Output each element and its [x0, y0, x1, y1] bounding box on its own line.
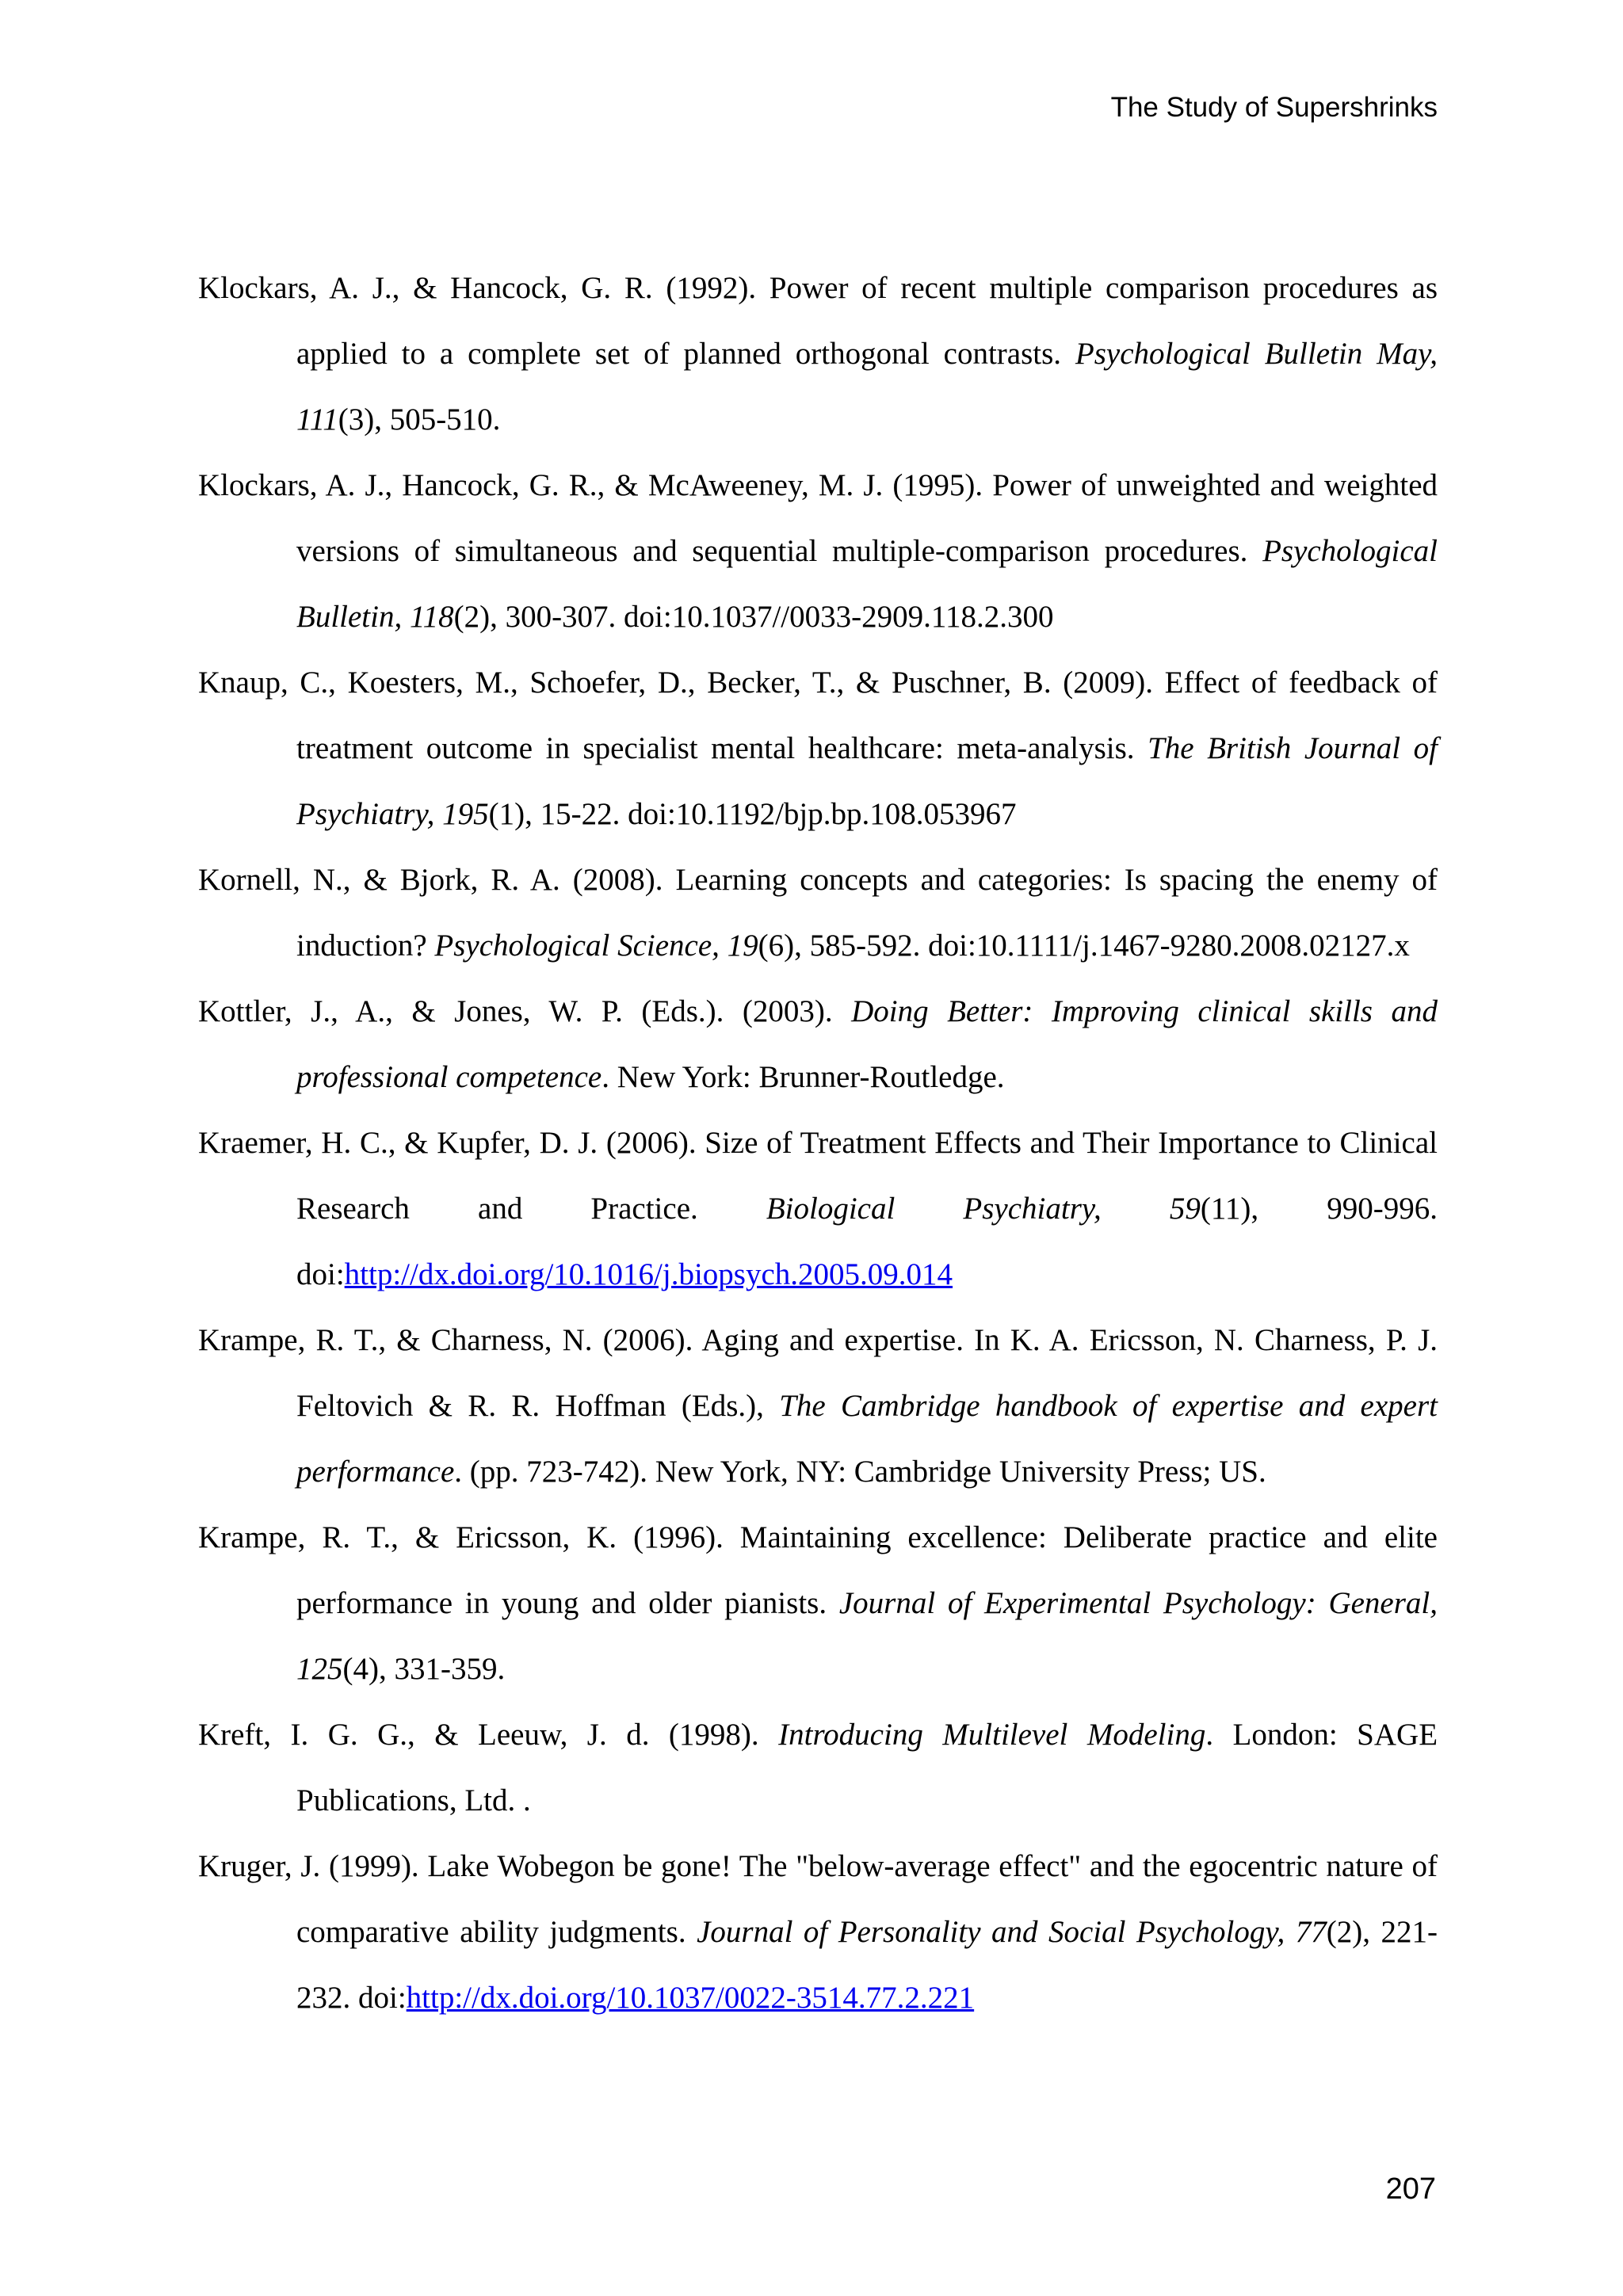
reference-text: Kornell, N., & Bjork, R. A. (2008). Learning concepts and categories: Is spacing the enemy of induction? [198, 863, 1438, 963]
reference-text: Krampe, R. T., & Charness, N. (2006). Aging and expertise. In K. A. Ericsson, N. Charness, P. J. Feltovich & R. R. Hoffman (Eds.), [198, 1323, 1438, 1423]
reference-text: Knaup, C., Koesters, M., Schoefer, D., Becker, T., & Puschner, B. (2009). Effect of feedback of treatment outcome in specialist mental healthcare: meta-analysis. [198, 666, 1438, 765]
reference-source-italic: Psychological Science, 19 [434, 929, 758, 963]
reference-entry [198, 1833, 1438, 2031]
reference-source-italic: Psychological Bulletin May, 111 [296, 337, 1438, 437]
reference-details: (4), 331-359. [342, 1652, 506, 1686]
reference-text: Kraemer, H. C., & Kupfer, D. J. (2006). Size of Treatment Effects and Their Importance to Clinical Research and Practice. [198, 1126, 1438, 1226]
reference-entry [198, 1110, 1438, 1307]
reference-entry [198, 255, 1438, 452]
reference-details: . (pp. 723-742). New York, NY: Cambridge University Press; US. [454, 1455, 1266, 1489]
reference-details: (2), 300-307. doi:10.1037//0033-2909.118.2.300 [453, 600, 1054, 634]
reference-source-italic: Doing Better: Improving clinical skills and professional competence [296, 994, 1438, 1094]
reference-details: (11), 990-996. doi: [296, 1192, 1438, 1291]
reference-source-italic: The Cambridge handbook of expertise and expert performance [296, 1389, 1438, 1489]
reference-text: Klockars, A. J., Hancock, G. R., & McAweeney, M. J. (1995). Power of unweighted and weighted versions of simultaneous and sequential multiple-comparison procedures. [198, 468, 1438, 568]
reference-list [198, 255, 1438, 2031]
reference-details: . London: SAGE Publications, Ltd. . [296, 1718, 1438, 1817]
reference-source-italic: Introducing Multilevel Modeling [778, 1718, 1206, 1752]
reference-entry [198, 1307, 1438, 1505]
reference-entry [198, 1505, 1438, 1702]
reference-source-italic: Journal of Experimental Psychology: General, 125 [296, 1586, 1438, 1686]
reference-details: (6), 585-592. doi:10.1111/j.1467-9280.2008.02127.x [758, 929, 1410, 963]
reference-source-italic: The British Journal of Psychiatry, 195 [296, 731, 1438, 831]
reference-entry [198, 978, 1438, 1110]
reference-entry [198, 452, 1438, 650]
reference-source-italic: Psychological Bulletin, 118 [296, 534, 1438, 634]
running-head: The Study of Supershrinks [1110, 92, 1438, 123]
doi-link[interactable]: http://dx.doi.org/10.1037/0022-3514.77.2.221 [406, 1981, 975, 2015]
reference-text: Klockars, A. J., & Hancock, G. R. (1992). Power of recent multiple comparison procedures as applied to a complete set of planned orthogonal contrasts. [198, 271, 1438, 371]
reference-entry [198, 650, 1438, 847]
reference-source-italic: Biological Psychiatry, 59 [766, 1192, 1201, 1226]
reference-details: . New York: Brunner-Routledge. [601, 1060, 1005, 1094]
reference-source-italic: Journal of Personality and Social Psychology, 77 [697, 1915, 1327, 1949]
reference-text: Kreft, I. G. G., & Leeuw, J. d. (1998). [198, 1718, 779, 1752]
reference-text: Krampe, R. T., & Ericsson, K. (1996). Maintaining excellence: Deliberate practice and elite performance in young and older pianists. [198, 1520, 1438, 1620]
reference-text: Kruger, J. (1999). Lake Wobegon be gone! The "below-average effect" and the egocentric nature of comparative ability judgments. [198, 1849, 1438, 1949]
reference-details: (2), 221-232. doi: [296, 1915, 1438, 2015]
doi-link[interactable]: http://dx.doi.org/10.1016/j.biopsych.2005.09.014 [344, 1257, 953, 1291]
reference-details: (3), 505-510. [338, 402, 501, 437]
reference-details: (1), 15-22. doi:10.1192/bjp.bp.108.053967 [488, 797, 1017, 831]
page-number: 207 [1385, 2172, 1436, 2206]
reference-entry [198, 1702, 1438, 1833]
reference-text: Kottler, J., A., & Jones, W. P. (Eds.). (2003). [198, 994, 852, 1028]
reference-entry [198, 847, 1438, 978]
